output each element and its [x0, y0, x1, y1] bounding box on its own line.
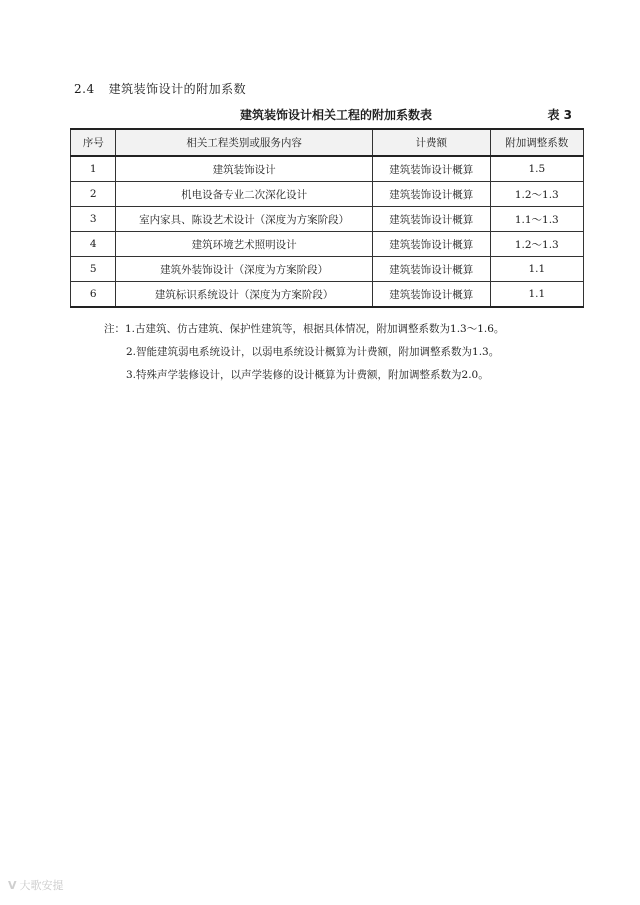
- header-fee: 计费额: [372, 129, 490, 156]
- cell-no: 1: [71, 156, 116, 182]
- section-title: 建筑装饰设计的附加系数: [108, 82, 247, 96]
- cell-no: 6: [71, 282, 116, 308]
- table-row: [71, 257, 584, 282]
- cell-coef: 1.1: [490, 257, 583, 282]
- watermark-text: 大歌安提: [19, 879, 64, 892]
- section-number: 2.4: [74, 82, 95, 96]
- table-row: [71, 282, 584, 308]
- table-header-row: [71, 129, 584, 156]
- cell-item: 建筑装饰设计: [116, 156, 372, 182]
- cell-item: 机电设备专业二次深化设计: [116, 182, 372, 207]
- note-2: 2.智能建筑弱电系统设计，以弱电系统设计概算为计费额，附加调整系数为1.3。: [126, 346, 500, 358]
- watermark: [8, 877, 64, 893]
- cell-item: 建筑标识系统设计（深度为方案阶段）: [116, 282, 372, 308]
- cell-no: 2: [71, 182, 116, 207]
- coefficient-table: [70, 128, 584, 308]
- note-1: 注：1.古建筑、仿古建筑、保护性建筑等，根据具体情况，附加调整系数为1.3～1.6。: [104, 323, 505, 335]
- cell-fee: 建筑装饰设计概算: [372, 156, 490, 182]
- section-heading: [74, 80, 246, 97]
- cell-coef: 1.1～1.3: [490, 207, 583, 232]
- cell-coef: 1.2～1.3: [490, 182, 583, 207]
- cell-no: 4: [71, 232, 116, 257]
- table-row: [71, 207, 584, 232]
- watermark-logo-icon: V: [8, 878, 17, 892]
- header-coef: 附加调整系数: [490, 129, 583, 156]
- cell-no: 3: [71, 207, 116, 232]
- header-item: 相关工程类别或服务内容: [116, 129, 372, 156]
- note-3: 3.特殊声学装修设计，以声学装修的设计概算为计费额，附加调整系数为2.0。: [126, 369, 489, 381]
- cell-no: 5: [71, 257, 116, 282]
- cell-fee: 建筑装饰设计概算: [372, 282, 490, 308]
- table-row: [71, 232, 584, 257]
- cell-item: 建筑环境艺术照明设计: [116, 232, 372, 257]
- table-title: 建筑装饰设计相关工程的附加系数表: [240, 108, 433, 122]
- cell-item: 室内家具、陈设艺术设计（深度为方案阶段）: [116, 207, 372, 232]
- cell-coef: 1.5: [490, 156, 583, 182]
- cell-fee: 建筑装饰设计概算: [372, 257, 490, 282]
- cell-fee: 建筑装饰设计概算: [372, 232, 490, 257]
- cell-fee: 建筑装饰设计概算: [372, 207, 490, 232]
- cell-coef: 1.2～1.3: [490, 232, 583, 257]
- cell-fee: 建筑装饰设计概算: [372, 182, 490, 207]
- table-number: 表 3: [547, 108, 572, 122]
- header-no: 序号: [71, 129, 116, 156]
- table-row: [71, 182, 584, 207]
- cell-item: 建筑外装饰设计（深度为方案阶段）: [116, 257, 372, 282]
- table-notes: [104, 318, 504, 387]
- table-row: [71, 156, 584, 182]
- table-caption: [70, 106, 584, 124]
- cell-coef: 1.1: [490, 282, 583, 308]
